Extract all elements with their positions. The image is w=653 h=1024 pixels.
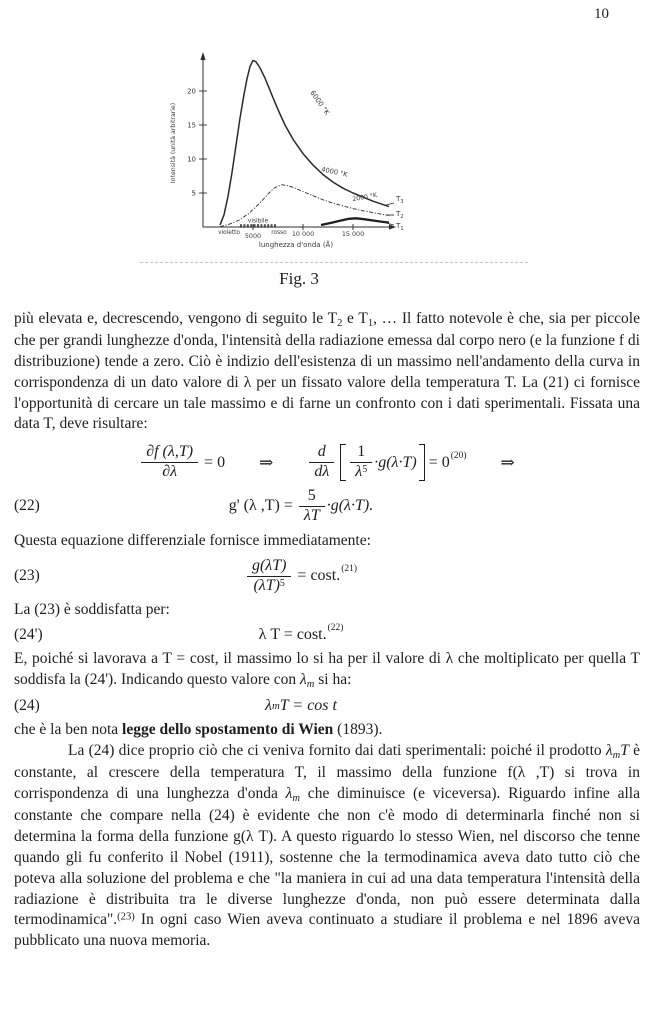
implies-icon: ⇒ bbox=[259, 452, 274, 472]
equation-number: (23) bbox=[14, 567, 40, 585]
y-axis-arrow-icon bbox=[200, 52, 205, 60]
x-axis-label: lunghezza d'onda (Å) bbox=[258, 241, 334, 249]
scan-artifact-line bbox=[140, 262, 528, 263]
region-label-violetto: violetto bbox=[218, 230, 240, 236]
y-tick-label: 20 bbox=[187, 87, 196, 96]
paragraph: Questa equazione differenziale fornisce immediatamente: bbox=[14, 531, 371, 549]
figure-caption: Fig. 3 bbox=[279, 269, 319, 288]
x-axis-arrow-icon bbox=[389, 224, 396, 229]
fraction: $\frac{d}{d\lambda}$ bbox=[309, 443, 334, 482]
equation-22: (22) g' (λ ,T) = $\frac{5}{\lambda T}$ ·g(λ·T). bbox=[14, 487, 374, 524]
curve-label-2000k: 2000 °K bbox=[351, 191, 378, 204]
temp-marker-t2: $T_2$ bbox=[396, 209, 404, 220]
y-axis-label: Intensità (unità arbitrarie) bbox=[170, 102, 177, 184]
left-bracket bbox=[340, 444, 346, 481]
equation-unnumbered bbox=[14, 443, 640, 482]
t3-pointer bbox=[386, 203, 394, 205]
x-tick-label: 15 000 bbox=[341, 230, 365, 238]
curves-layer bbox=[220, 60, 389, 226]
paragraph: La (24) dice proprio ciò che ci veniva fornito dai dati sperimentali: poiché il prodotto $\lambda_mT$ è constante, al crescere della temperatura T, il massimo della funzione f(λ ,T) si trova in corrispondenza di una lunghezza d'onda $\lambda_m$ che diminuisce (e viceversa). Riguardo infine alla constante che compare nella (24) è evidente che non c'è modo di determinarla finché non si determina la forma della funzione g(λ T). A questo riguardo lo stesso Wien, nel discorso che tenne quando gli fu conferito il Nobel (1911), sostenne che la termodinamica aveva dato tutto ciò che poteva alla soluzione del problema e che "la maniera in cui ad una data temperatura l'intensità della radiazione è distribuita tra le diverse lunghezze d'onda, non può essere determinata dalla termodinamica".$^{(23)}$ In ogni caso Wien aveva continuato a studiare il problema e nel 1896 aveva pubblicato una nuova memoria. bbox=[14, 742, 640, 950]
y-tick-label: 5 bbox=[191, 189, 196, 198]
fraction: $\frac{1}{\lambda^5}$ bbox=[350, 443, 372, 482]
region-label-rosso: rosso bbox=[271, 230, 287, 236]
t1-pointer bbox=[386, 223, 394, 225]
page-number: 10 bbox=[594, 6, 609, 22]
paragraph: E, poiché si lavorava a T = cost, il massimo lo si ha per il valore di λ che moltiplicato per quella T soddisfa la (24'). Indicando questo valore con $\lambda_m$ si ha: bbox=[14, 650, 640, 691]
equation-mid: $\frac{d}{d\lambda}$ $\frac{1}{\lambda^5}$ ·g(λ·T) = 0 (20) bbox=[307, 443, 466, 482]
curve-2000k bbox=[321, 218, 389, 225]
paragraph: La (23) è soddisfatta per: bbox=[14, 601, 170, 619]
implies-icon: ⇒ bbox=[500, 452, 515, 472]
y-tick-label: 10 bbox=[187, 155, 196, 164]
figure-plot bbox=[168, 47, 430, 257]
curve-label-6000k: 6000 °K bbox=[308, 89, 331, 117]
x-tick-label: 10 000 bbox=[291, 230, 315, 238]
equation-number: (24') bbox=[14, 626, 43, 644]
temp-marker-t1: $T_1$ bbox=[396, 221, 404, 232]
figure bbox=[168, 47, 430, 289]
region-label-visibile: visibile bbox=[247, 218, 269, 225]
x-tick-label: 5000 bbox=[244, 232, 262, 240]
curve-label-4000k: 4000 °K bbox=[320, 165, 349, 179]
temp-marker-t3: $T_3$ bbox=[396, 194, 404, 205]
body-text bbox=[14, 309, 640, 952]
fraction: $\frac{\partial f (\lambda,T)}{\partial\lambda}$ bbox=[141, 443, 198, 482]
fraction: $\frac{5}{\lambda T}$ bbox=[299, 487, 325, 526]
curve-4000k bbox=[220, 185, 389, 227]
equation-24-prime: (24') λ T = cost. (22) bbox=[14, 623, 344, 644]
equation-24: (24) λ m T = cos t bbox=[14, 697, 337, 715]
equation-lhs: $\frac{\partial f (\lambda,T)}{\partial\lambda}$ = 0 bbox=[139, 443, 225, 482]
paragraph: che è la ben nota legge dello spostamento di Wien (1893). bbox=[14, 721, 383, 739]
equation-number: (22) bbox=[14, 497, 40, 515]
paragraph: più elevata e, decrescendo, vengono di seguito le $T_2$ e $T_1$, … Il fatto notevole è che, sia per piccole che per grandi lunghezze d'onda, l'intensità della radiazione emessa dal corpo nero (e la funzione f di distribuzione) tende a zero. Ciò è indizio dell'esistenza di un massimo nell'andamento della curva in corrispondenza di un dato valore di λ per un fissato valore della temperatura T. La (21) ci fornisce l'opportunità di cercare un tale massimo e di farne un confronto con i dati sperimentali. Fissata una data T, deve risultare: bbox=[14, 310, 640, 433]
fraction: $\frac{g(\lambda T)}{(\lambda T)^5}$ bbox=[247, 557, 291, 596]
y-tick-label: 15 bbox=[187, 121, 196, 130]
equation-23: (23) $\frac{g(\lambda T)}{(\lambda T)^5}$ = cost. (21) bbox=[14, 556, 358, 594]
equation-number: (24) bbox=[14, 697, 40, 715]
